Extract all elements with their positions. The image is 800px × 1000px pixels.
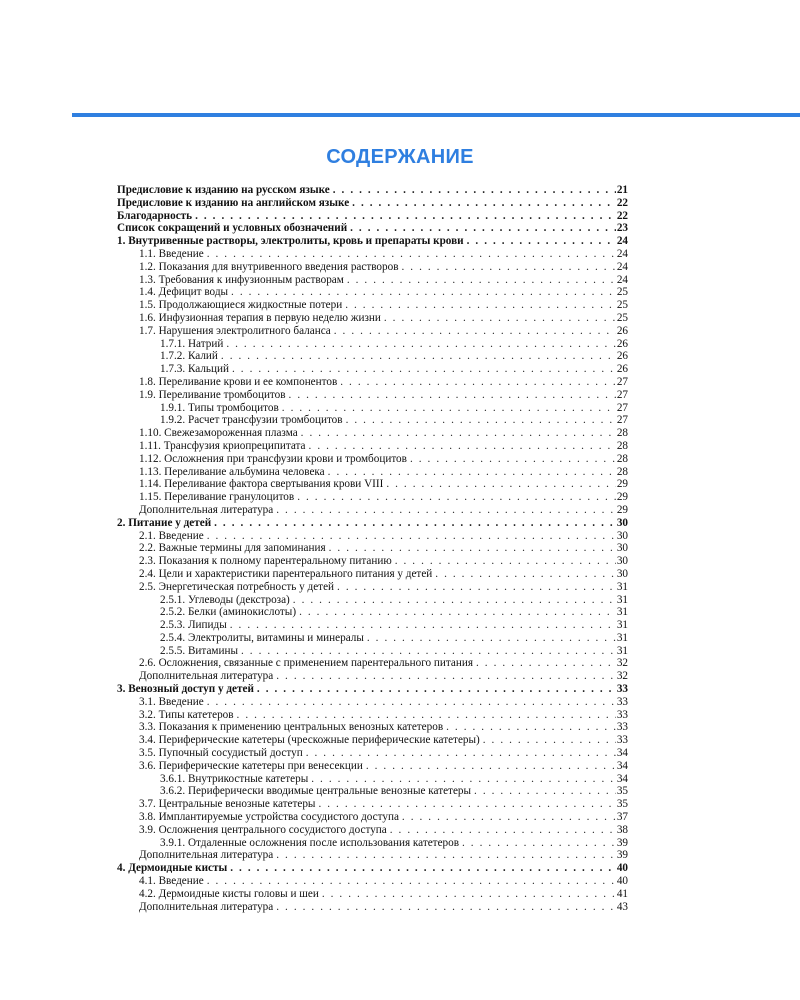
toc-entry-title: 3. Венозный доступ у детей <box>117 683 254 696</box>
dot-leader <box>273 670 616 683</box>
toc-entry-page: 31 <box>616 593 628 606</box>
toc-entry-page: 24 <box>616 260 628 273</box>
dot-leader <box>399 811 616 824</box>
toc-entry-title: 3.4. Периферические катетеры (чрескожные периферические катетеры) <box>139 734 480 747</box>
toc-entry-page: 30 <box>616 516 628 529</box>
toc-entry-title: Предисловие к изданию на английском языке <box>117 196 350 209</box>
toc-entry-title: 1.9.2. Расчет трансфузии тромбоцитов <box>160 414 343 427</box>
dot-leader <box>364 632 616 645</box>
toc-entry-title: 2.1. Введение <box>139 529 204 542</box>
toc-entry-title: 1.7.3. Кальций <box>160 363 229 376</box>
toc-entry-page: 33 <box>616 721 628 734</box>
dot-leader <box>204 696 616 709</box>
dot-leader <box>334 581 616 594</box>
toc-entry-title: 1.7.2. Калий <box>160 350 218 363</box>
toc-entry-title: 1.8. Переливание крови и ее компонентов <box>139 375 338 388</box>
toc-entry-title: 1.6. Инфузионная терапия в первую неделю жизни <box>139 311 381 324</box>
dot-leader <box>363 760 616 773</box>
toc-entry[interactable] <box>117 491 628 504</box>
dot-leader <box>227 862 616 875</box>
toc-entry-title: 3.6.2. Периферически вводимые центральные венозные катетеры <box>160 785 472 798</box>
toc-entry-title: 4. Дермоидные кисты <box>117 862 228 875</box>
toc-entry-page: 29 <box>616 478 628 491</box>
toc-entry[interactable] <box>117 350 628 363</box>
toc-entry[interactable] <box>117 734 628 747</box>
toc-entry-page: 33 <box>616 734 628 747</box>
toc-entry-page: 27 <box>616 414 628 427</box>
toc-entry-page: 25 <box>616 299 628 312</box>
dot-leader <box>387 824 616 837</box>
toc-entry-title: 1.5. Продолжающиеся жидкостные потери <box>139 299 343 312</box>
toc-entry[interactable] <box>117 837 628 850</box>
toc-entry-page: 30 <box>616 542 628 555</box>
toc-entry-page: 24 <box>616 247 628 260</box>
toc-entry[interactable] <box>117 248 628 261</box>
toc-entry-page: 33 <box>616 708 628 721</box>
toc-entry-title: 1.12. Осложнения при трансфузии крови и тромбоцитов <box>139 452 407 465</box>
dot-leader <box>234 709 616 722</box>
toc-entry-title: Список сокращений и условных обозначений <box>117 222 348 235</box>
dot-leader <box>303 747 616 760</box>
toc-entry-title: Дополнительная литература <box>139 849 274 862</box>
toc-entry-page: 41 <box>616 887 628 900</box>
toc-entry-page: 26 <box>616 363 628 376</box>
dot-leader <box>464 235 616 248</box>
toc-entry[interactable] <box>117 568 628 581</box>
dot-leader <box>308 773 616 786</box>
toc-entry-page: 32 <box>616 657 628 670</box>
dot-leader <box>383 478 616 491</box>
toc-entry-title: 1.4. Дефицит воды <box>139 286 229 299</box>
toc-entry-page: 31 <box>616 619 628 632</box>
dot-leader <box>344 274 616 287</box>
toc-entry-page: 29 <box>616 491 628 504</box>
toc-entry[interactable] <box>117 581 628 594</box>
toc-entry-title: 3.5. Пупочный сосудистый доступ <box>139 747 303 760</box>
toc-entry-page: 26 <box>616 337 628 350</box>
dot-leader <box>290 594 616 607</box>
toc-entry-title: 3.6. Периферические катетеры при венесекции <box>139 759 363 772</box>
dot-leader <box>381 312 616 325</box>
toc-entry[interactable] <box>117 709 628 722</box>
dot-leader <box>227 619 616 632</box>
toc-entry[interactable] <box>117 299 628 312</box>
toc-entry[interactable] <box>117 402 628 415</box>
toc-entry[interactable] <box>117 849 628 862</box>
toc-entry-title: 2.3. Показания к полному парентеральному питанию <box>139 555 392 568</box>
toc-entry-title: 2.5.1. Углеводы (декстроза) <box>160 593 290 606</box>
toc-entry-title: 1.7.1. Натрий <box>160 337 224 350</box>
dot-leader <box>286 389 616 402</box>
toc-entry-title: 3.8. Имплантируемые устройства сосудистого доступа <box>139 811 399 824</box>
dot-leader <box>471 785 616 798</box>
dot-leader <box>480 734 616 747</box>
toc-entry-page: 22 <box>616 209 628 222</box>
toc-entry[interactable] <box>117 875 628 888</box>
dot-leader <box>223 338 616 351</box>
toc-entry[interactable] <box>117 645 628 658</box>
toc-entry[interactable] <box>117 773 628 786</box>
dot-leader <box>473 657 616 670</box>
toc-entry-title: 3.6.1. Внутрикостные катетеры <box>160 772 309 785</box>
dot-leader <box>407 453 616 466</box>
toc-entry[interactable] <box>117 261 628 274</box>
toc-entry[interactable] <box>117 785 628 798</box>
header-rule <box>72 113 800 117</box>
toc-entry[interactable] <box>117 901 628 914</box>
dot-leader <box>298 427 616 440</box>
toc-entry[interactable] <box>117 721 628 734</box>
toc-entry-page: 33 <box>616 683 628 696</box>
toc-entry[interactable] <box>117 594 628 607</box>
dot-leader <box>294 491 616 504</box>
toc-entry[interactable] <box>117 530 628 543</box>
toc-entry[interactable] <box>117 414 628 427</box>
toc-entry[interactable] <box>117 555 628 568</box>
toc-entry[interactable] <box>117 325 628 338</box>
toc-entry[interactable] <box>117 517 628 530</box>
toc-entry[interactable] <box>117 210 628 223</box>
toc-entry-title: 2.5.4. Электролиты, витамины и минералы <box>160 631 364 644</box>
toc-entry[interactable] <box>117 363 628 376</box>
toc-entry-page: 40 <box>616 875 628 888</box>
toc-entry-page: 23 <box>616 222 628 235</box>
toc-entry-title: 4.2. Дермоидные кисты головы и шеи <box>139 887 319 900</box>
toc-entry[interactable] <box>117 696 628 709</box>
dot-leader <box>296 606 616 619</box>
toc-entry-page: 26 <box>616 324 628 337</box>
toc-entry-title: 3.9.1. Отдаленные осложнения после использования катетеров <box>160 836 460 849</box>
dot-leader <box>279 402 616 415</box>
toc-entry-title: 2.2. Важные термины для запоминания <box>139 542 326 555</box>
toc-entry[interactable] <box>117 466 628 479</box>
toc-entry-title: 3.3. Показания к применению центральных венозных катетеров <box>139 721 444 734</box>
toc-entry[interactable] <box>117 504 628 517</box>
toc-entry-title: 1.2. Показания для внутривенного введения растворов <box>139 260 399 273</box>
toc-entry-page: 34 <box>616 772 628 785</box>
toc-entry-title: 1.3. Требования к инфузионным растворам <box>139 273 344 286</box>
toc-entry-page: 31 <box>616 644 628 657</box>
toc-entry[interactable] <box>117 632 628 645</box>
dot-leader <box>325 466 616 479</box>
toc-entry-title: 3.1. Введение <box>139 695 204 708</box>
toc-entry[interactable] <box>117 222 628 235</box>
toc-entry-page: 35 <box>616 785 628 798</box>
dot-leader <box>331 325 616 338</box>
dot-leader <box>315 798 616 811</box>
toc-entry[interactable] <box>117 274 628 287</box>
toc-entry[interactable] <box>117 619 628 632</box>
toc-entry-page: 21 <box>616 184 628 196</box>
toc-entry-page: 31 <box>616 606 628 619</box>
toc-entry-page: 24 <box>616 273 628 286</box>
toc-entry-title: 1.11. Трансфузия криопреципитата <box>139 439 306 452</box>
dot-leader <box>238 645 616 658</box>
toc-entry-title: 1.10. Свежезамороженная плазма <box>139 427 298 440</box>
toc-entry-page: 26 <box>616 350 628 363</box>
toc-entry-title: 3.2. Типы катетеров <box>139 708 234 721</box>
toc-entry-title: 1.9. Переливание тромбоцитов <box>139 388 286 401</box>
dot-leader <box>432 568 616 581</box>
toc-entry[interactable] <box>117 312 628 325</box>
dot-leader <box>229 363 616 376</box>
toc-entry-title: Дополнительная литература <box>139 503 274 516</box>
toc-entry-page: 22 <box>616 196 628 209</box>
toc-entry-page: 27 <box>616 375 628 388</box>
toc-entry-page: 30 <box>616 529 628 542</box>
toc-entry-title: 2.5.2. Белки (аминокислоты) <box>160 606 297 619</box>
dot-leader <box>349 197 616 210</box>
toc-entry-page: 31 <box>616 631 628 644</box>
toc-entry[interactable] <box>117 440 628 453</box>
dot-leader <box>347 222 616 235</box>
toc-entry[interactable] <box>117 235 628 248</box>
toc-entry[interactable] <box>117 478 628 491</box>
toc-entry[interactable] <box>117 670 628 683</box>
toc-entry-title: 3.9. Осложнения центрального сосудистого доступа <box>139 823 387 836</box>
toc-entry-page: 32 <box>616 670 628 683</box>
toc-entry-title: Предисловие к изданию на русском языке <box>117 184 330 196</box>
toc-entry[interactable] <box>117 824 628 837</box>
toc-entry-page: 28 <box>616 427 628 440</box>
dot-leader <box>459 837 616 850</box>
toc-entry[interactable] <box>117 683 628 696</box>
dot-leader <box>204 530 616 543</box>
toc-entry-page: 40 <box>616 862 628 875</box>
dot-leader <box>343 414 616 427</box>
dot-leader <box>273 504 616 517</box>
toc-entry-page: 34 <box>616 747 628 760</box>
toc-entry[interactable] <box>117 184 628 197</box>
dot-leader <box>204 875 616 888</box>
toc-entry-title: 1.1. Введение <box>139 247 204 260</box>
toc-entry-title: Дополнительная литература <box>139 670 274 683</box>
toc-entry[interactable] <box>117 798 628 811</box>
dot-leader <box>228 286 616 299</box>
toc-entry[interactable] <box>117 811 628 824</box>
toc-entry-page: 29 <box>616 503 628 516</box>
toc-entry-page: 39 <box>616 849 628 862</box>
toc-entry-page: 24 <box>616 235 628 248</box>
toc-entry-title: 4.1. Введение <box>139 875 204 888</box>
toc-entry-title: 2.4. Цели и характеристики парентерального питания у детей <box>139 567 433 580</box>
toc-entry-page: 34 <box>616 759 628 772</box>
toc-entry-title: Благодарность <box>117 209 193 222</box>
toc-entry-page: 30 <box>616 555 628 568</box>
page-title: СОДЕРЖАНИЕ <box>326 146 474 168</box>
toc-entry-title: 2.6. Осложнения, связанные с применением парентерального питания <box>139 657 474 670</box>
toc-entry-title: 2.5.5. Витамины <box>160 644 238 657</box>
toc-entry-title: 2.5. Энергетическая потребность у детей <box>139 580 335 593</box>
toc-entry-page: 25 <box>616 311 628 324</box>
dot-leader <box>273 901 616 914</box>
toc-entry-title: 1.14. Переливание фактора свертывания крови VIII <box>139 478 384 491</box>
toc-entry-title: 1.7. Нарушения электролитного баланса <box>139 324 331 337</box>
toc-entry[interactable] <box>117 453 628 466</box>
toc-entry-page: 27 <box>616 388 628 401</box>
toc-entry-page: 33 <box>616 695 628 708</box>
toc-entry[interactable] <box>117 197 628 210</box>
toc-entry-page: 28 <box>616 465 628 478</box>
dot-leader <box>204 248 616 261</box>
dot-leader <box>273 849 616 862</box>
toc-entry-page: 43 <box>616 900 628 913</box>
toc-entry-page: 35 <box>616 798 628 811</box>
toc-entry[interactable] <box>117 389 628 402</box>
toc-entry-title: 2.5.3. Липиды <box>160 619 227 632</box>
toc-entry[interactable] <box>117 747 628 760</box>
toc-entry-title: Дополнительная литература <box>139 900 274 913</box>
dot-leader <box>319 888 616 901</box>
toc-entry-page: 31 <box>616 580 628 593</box>
toc-entry-title: 2. Питание у детей <box>117 516 212 529</box>
dot-leader <box>443 721 616 734</box>
dot-leader <box>330 184 616 197</box>
toc-entry-page: 30 <box>616 567 628 580</box>
dot-leader <box>399 261 617 274</box>
toc-entry[interactable] <box>117 760 628 773</box>
toc-entry-page: 28 <box>616 439 628 452</box>
toc-entry[interactable] <box>117 542 628 555</box>
dot-leader <box>326 542 616 555</box>
toc-entry-page: 27 <box>616 401 628 414</box>
toc-entry-title: 1. Внутривенные растворы, электролиты, кровь и препараты крови <box>117 235 464 248</box>
toc-entry-title: 1.9.1. Типы тромбоцитов <box>160 401 279 414</box>
toc-entry[interactable] <box>117 338 628 351</box>
toc-entry[interactable] <box>117 427 628 440</box>
toc-entry-page: 38 <box>616 823 628 836</box>
toc-entry-page: 25 <box>616 286 628 299</box>
dot-leader <box>254 683 616 696</box>
toc-entry[interactable] <box>117 376 628 389</box>
toc-entry[interactable] <box>117 657 628 670</box>
toc-entry-page: 37 <box>616 811 628 824</box>
dot-leader <box>218 350 616 363</box>
dot-leader <box>306 440 616 453</box>
toc-entry[interactable] <box>117 888 628 901</box>
dot-leader <box>337 376 616 389</box>
toc-entry[interactable] <box>117 606 628 619</box>
toc-entry-title: 3.7. Центральные венозные катетеры <box>139 798 316 811</box>
dot-leader <box>342 299 616 312</box>
toc-entry-page: 39 <box>616 836 628 849</box>
toc-entry[interactable] <box>117 286 628 299</box>
toc-entry-page: 28 <box>616 452 628 465</box>
dot-leader <box>392 555 616 568</box>
dot-leader <box>192 210 616 223</box>
toc-entry-title: 1.13. Переливание альбумина человека <box>139 465 325 478</box>
toc-entry-title: 1.15. Переливание гранулоцитов <box>139 491 295 504</box>
toc-entry[interactable] <box>117 862 628 875</box>
dot-leader <box>211 517 616 530</box>
table-of-contents <box>117 184 628 913</box>
